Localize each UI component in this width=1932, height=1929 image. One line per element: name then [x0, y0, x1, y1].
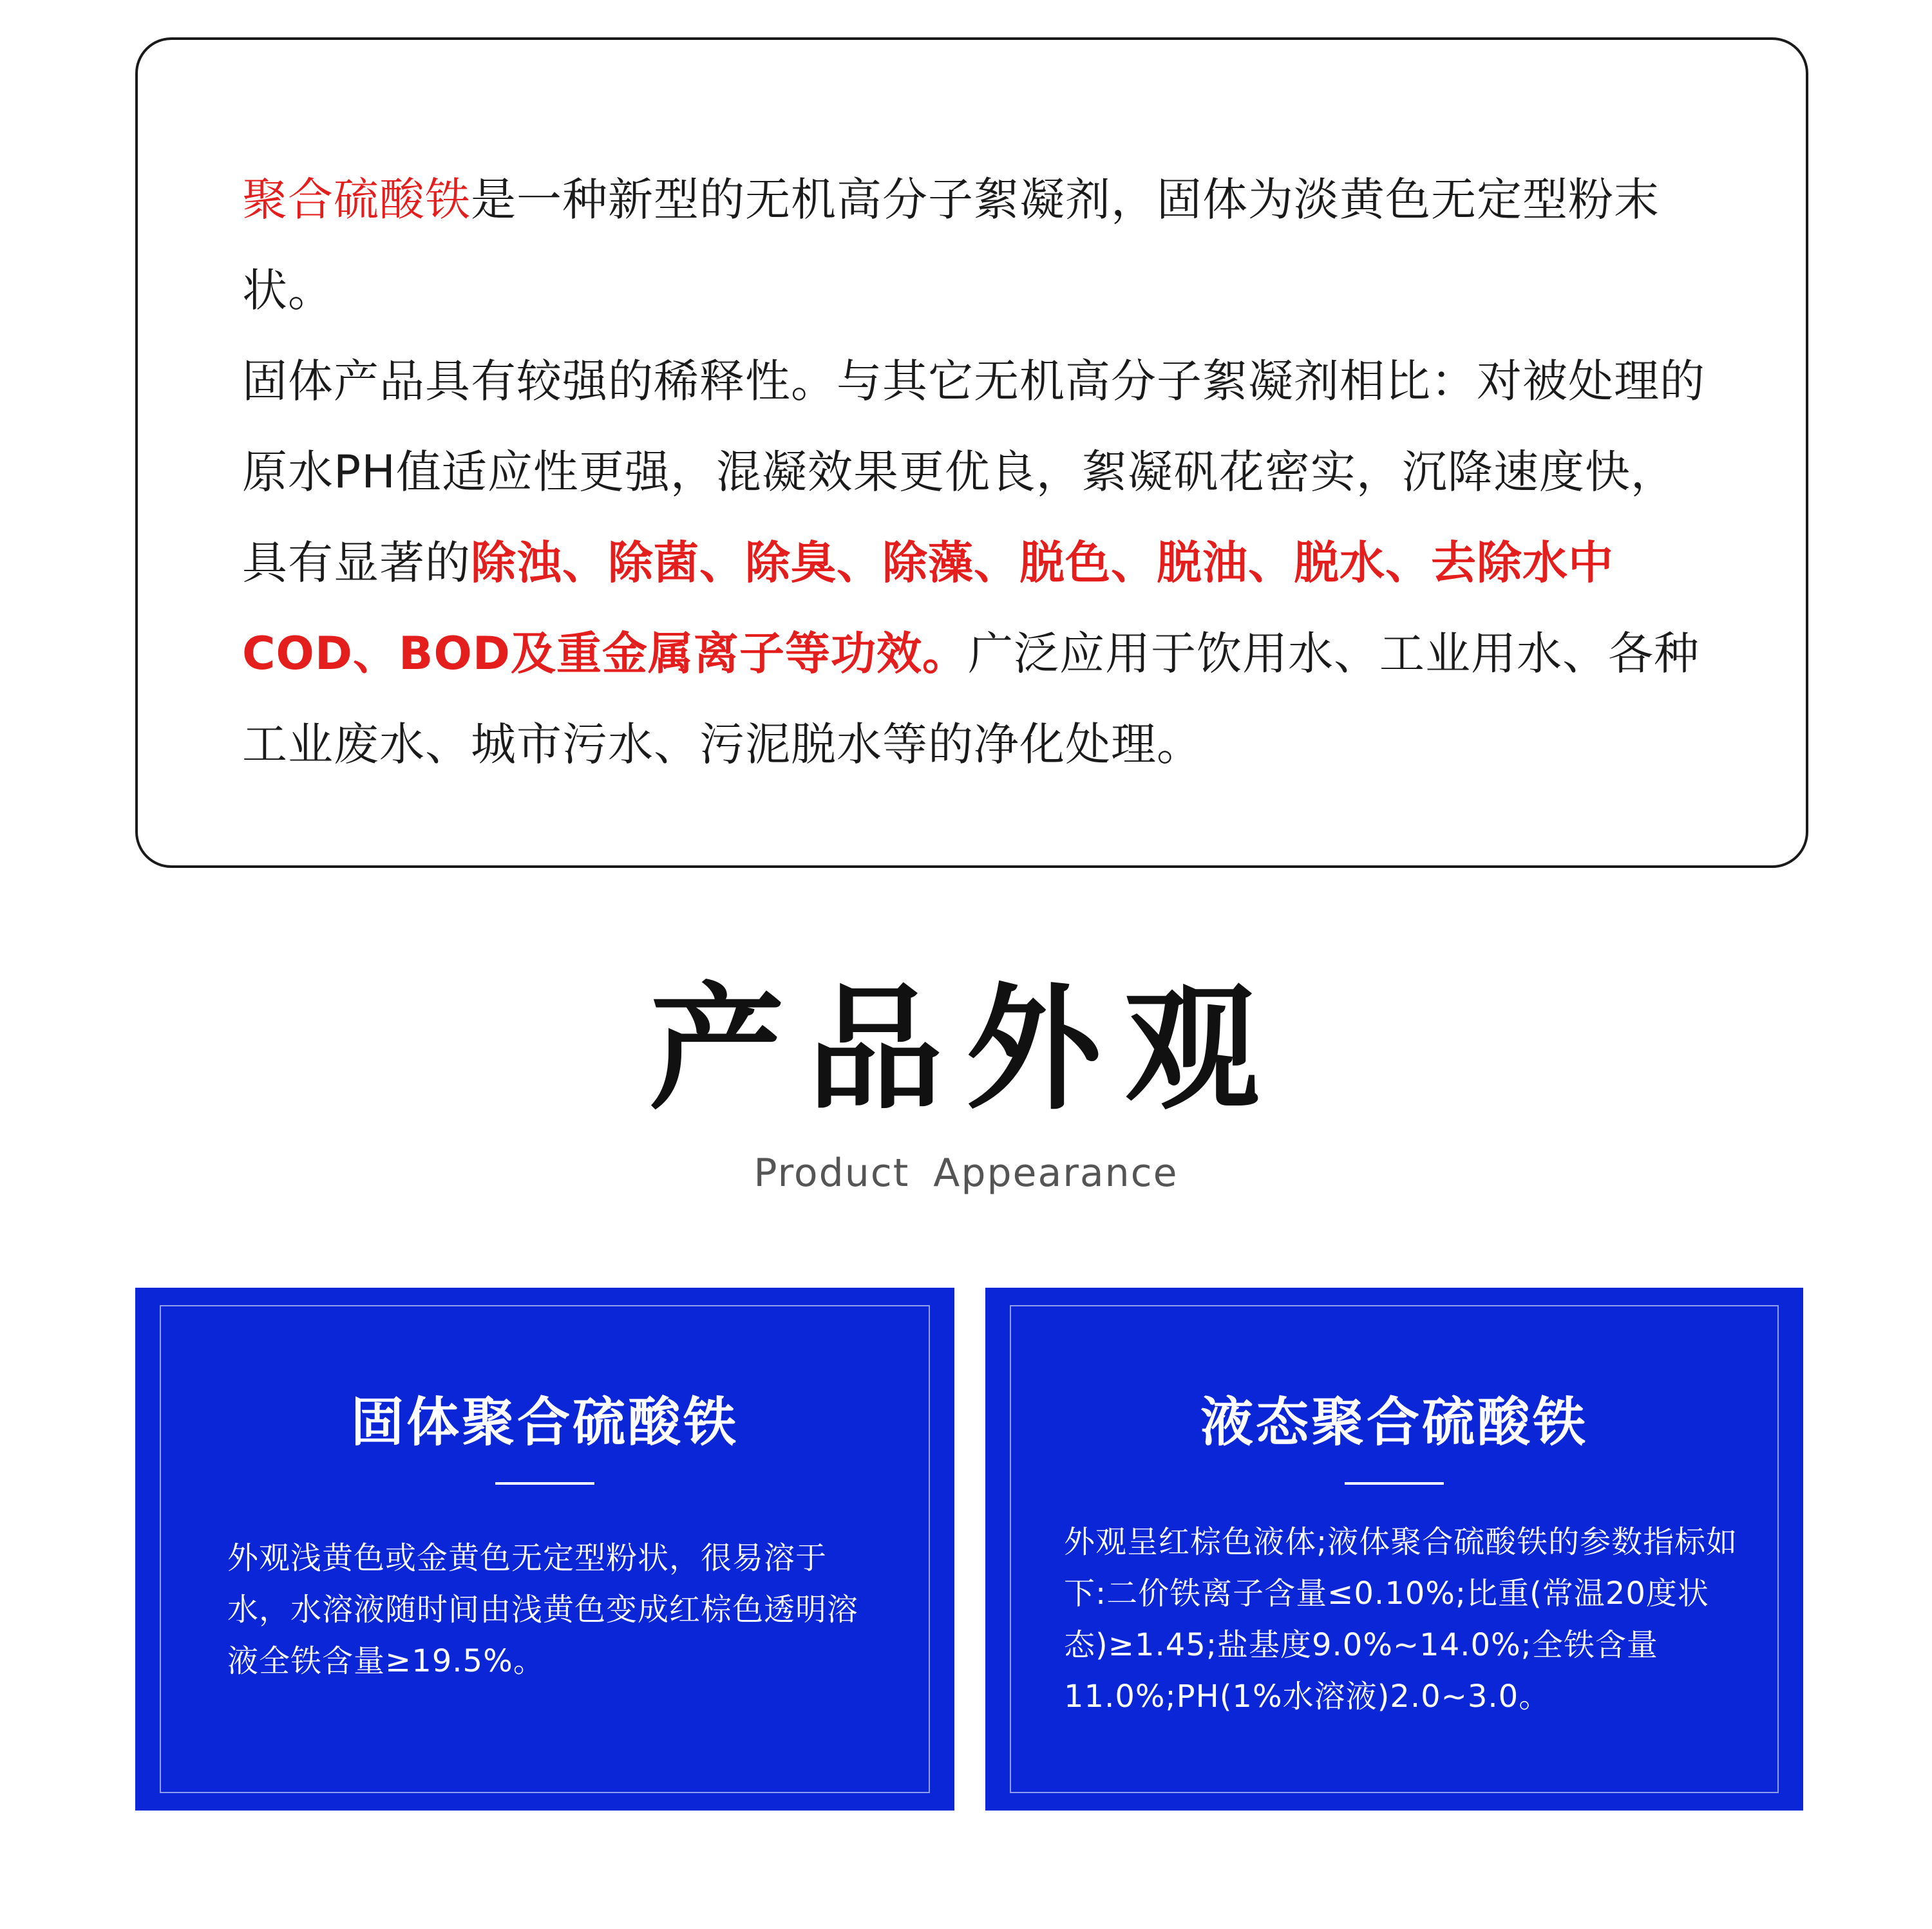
card-title-liquid: 液态聚合硫酸铁 [1200, 1392, 1588, 1453]
section-subtitle: Product Appearance [753, 1151, 1179, 1196]
intro-paragraph-2-text: 固体产品具有较强的稀释性。与其它无机高分子絮凝剂相比：对被处理的原水PH值适应性更强，混凝效果更优良，絮凝矾花密实，沉降速度快，具有显著的 [242, 355, 1705, 589]
intro-paragraph-2 [242, 336, 1717, 790]
product-name-highlight: 聚合硫酸铁 [242, 173, 471, 226]
card-body-liquid: 外观呈红棕色液体;液体聚合硫酸铁的参数指标如下:二价铁离子含量≤0.10%;比重(常温20度状态)≥1.45;盐基度9.0%~14.0%;全铁含量11.0%;PH(1%水溶液)2.0~3.0。 [1064, 1524, 1738, 1715]
intro-paragraph-1-text: 是一种新型的无机高分子絮凝剂，固体为淡黄色无定型粉末状。 [242, 173, 1660, 317]
effects-highlight: 除浊、除菌、除臭、除藻、脱色、脱油、脱水、去除水中COD、BOD及重金属离子等功效。 [242, 536, 1614, 680]
section-title: 产品外观 [649, 970, 1283, 1128]
card-divider-solid [495, 1482, 594, 1485]
intro-box [135, 37, 1808, 868]
intro-paragraph-1 [242, 155, 1717, 336]
card-body-solid: 外观浅黄色或金黄色无定型粉状，很易溶于水，水溶液随时间由浅黄色变成红棕色透明溶液全铁含量≥19.5%。 [227, 1540, 859, 1679]
intro-paragraph-2-applications: 广泛应用于饮用水、工业用水、各种工业废水、城市污水、污泥脱水等的净化处理。 [242, 627, 1700, 771]
card-liquid [985, 1288, 1803, 1811]
card-title-solid: 固体聚合硫酸铁 [350, 1392, 739, 1453]
card-divider-liquid [1345, 1482, 1444, 1485]
intro-text [242, 155, 1717, 790]
card-solid [135, 1288, 954, 1811]
